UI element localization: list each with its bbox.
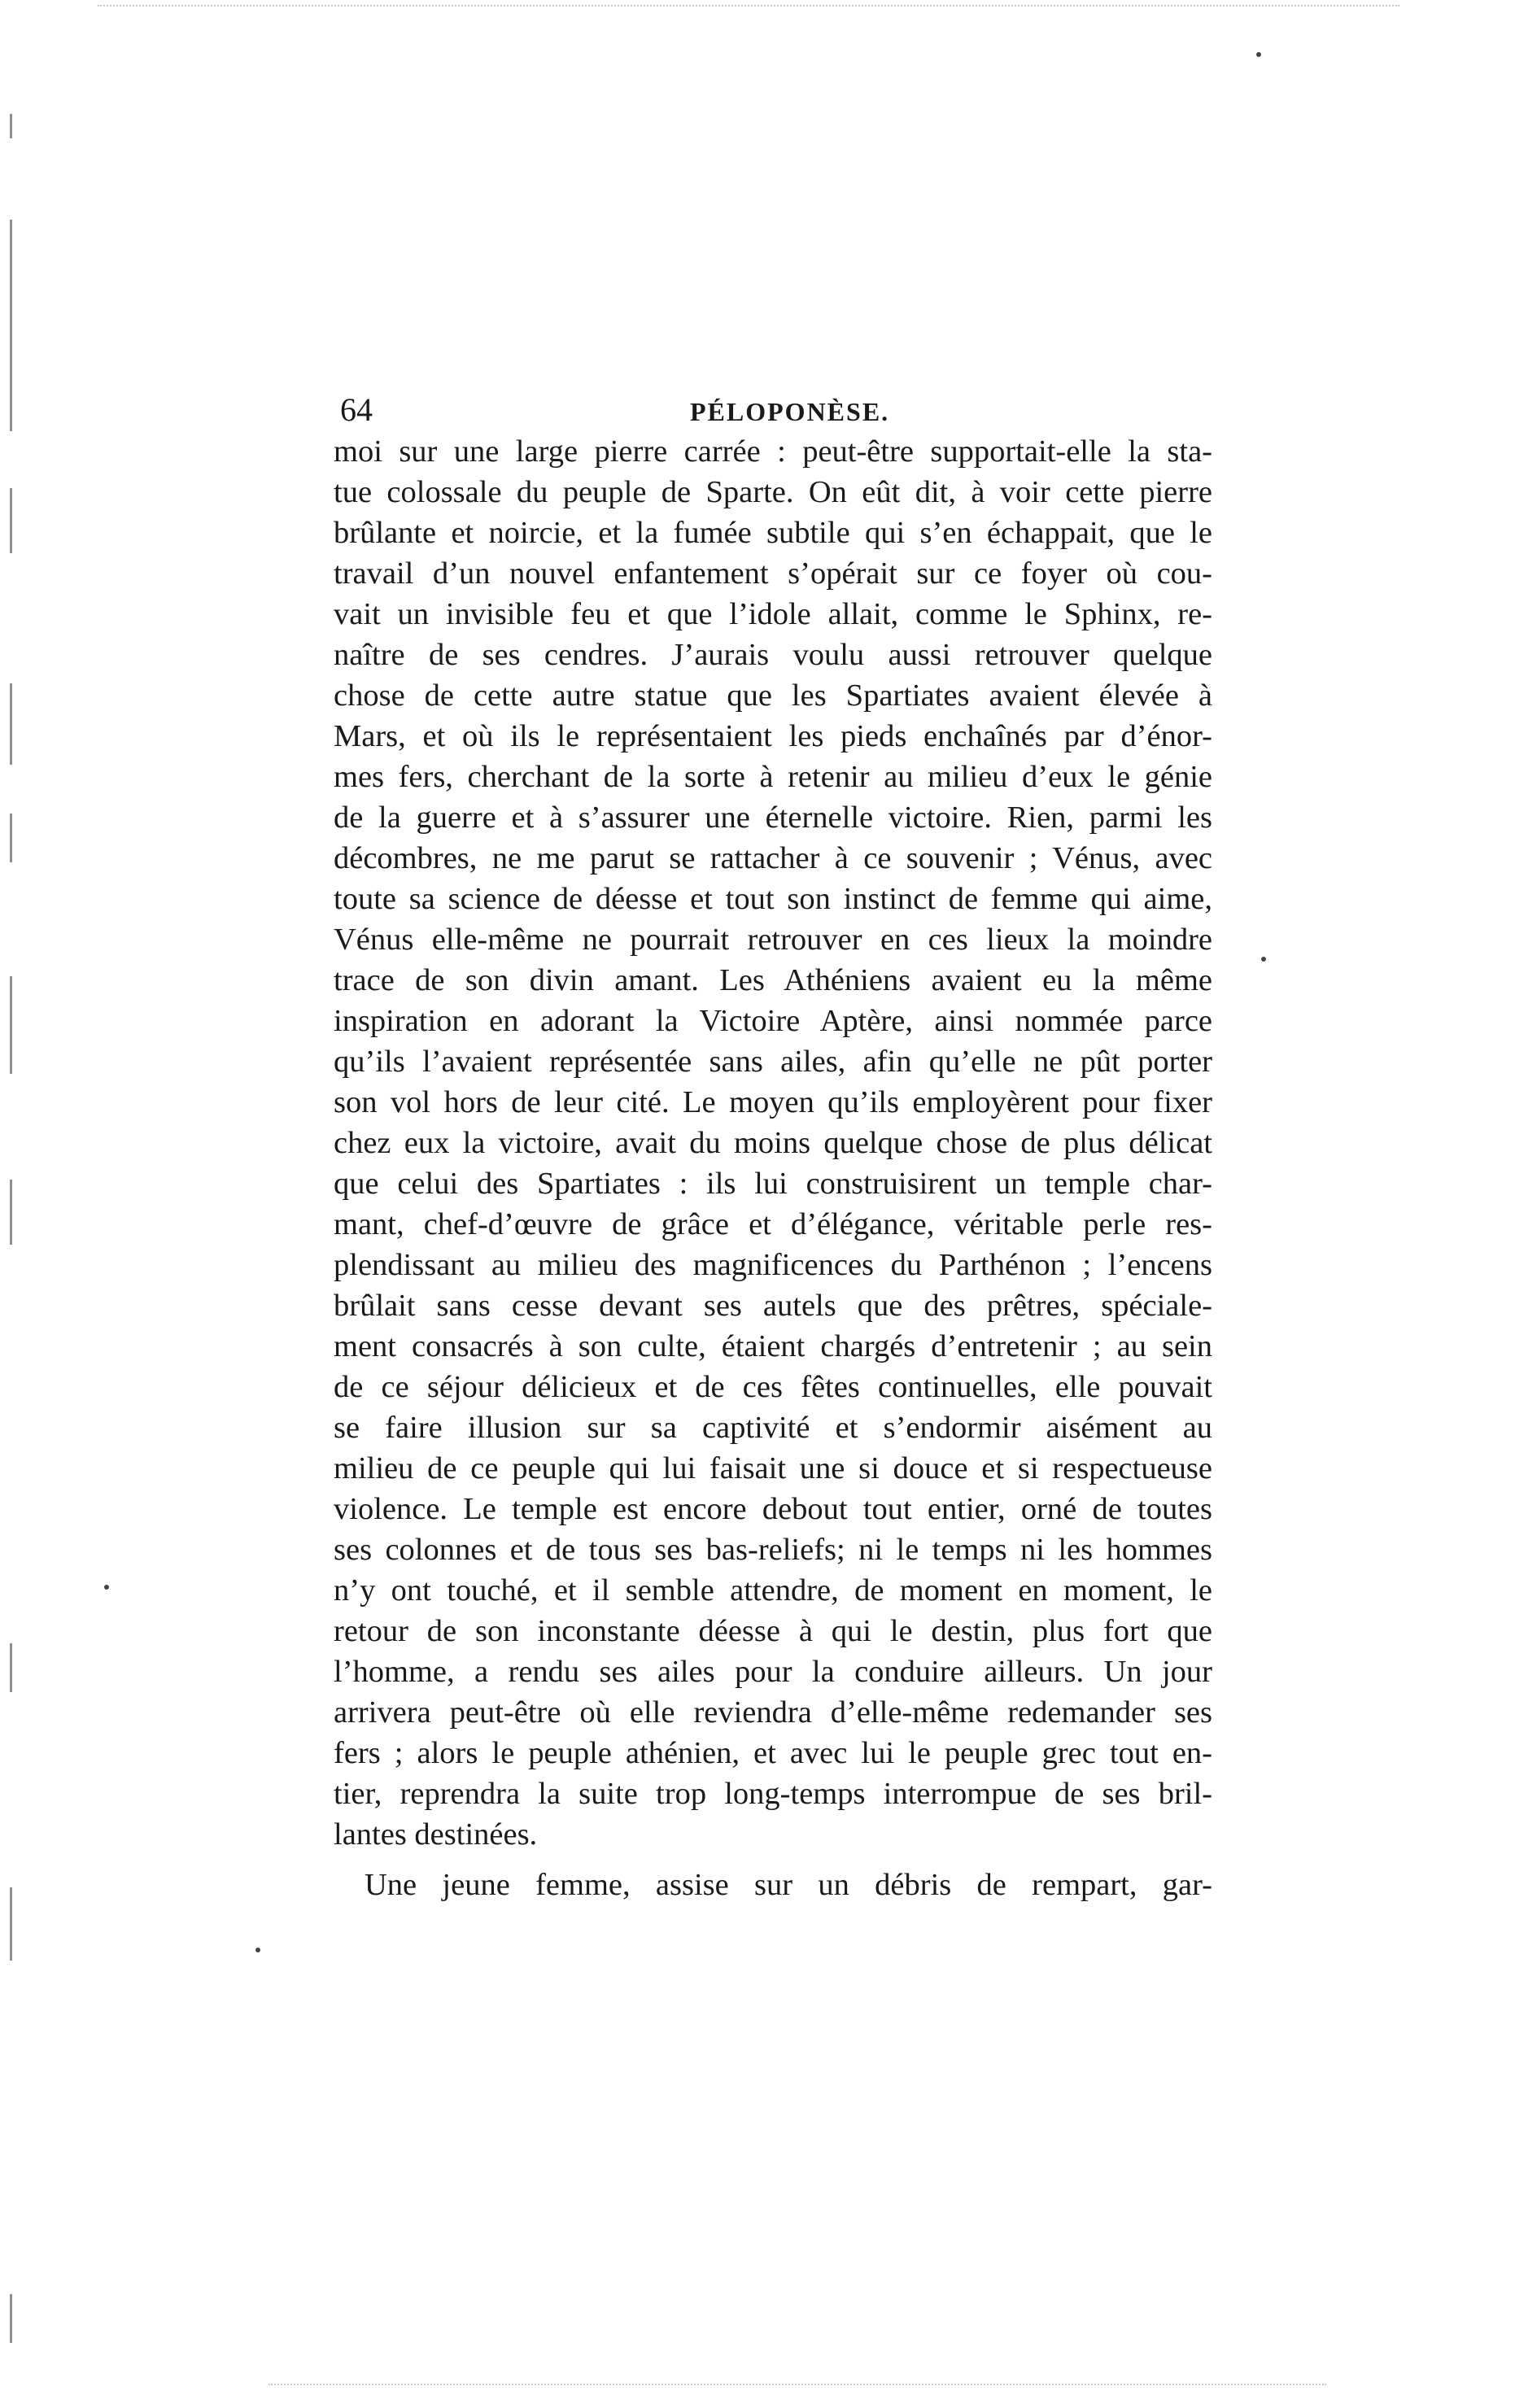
text-line: qu’ils l’avaient représentée sans ailes, afin qu’elle ne pût porter — [334, 1045, 1212, 1079]
scan-edge-bottom — [269, 2384, 1326, 2387]
text-line: mes fers, cherchant de la sorte à retenir au milieu d’eux le génie — [334, 760, 1212, 794]
running-title: PÉLOPONÈSE. — [690, 397, 890, 426]
text-line: ment consacrés à son culte, étaient chargés d’entretenir ; au sein — [334, 1329, 1212, 1363]
text-line: Une jeune femme, assise sur un débris de rempart, gar- — [365, 1868, 1212, 1902]
text-line: mant, chef-d’œuvre de grâce et d’élégance, véritable perle res- — [334, 1207, 1212, 1241]
text-line: violence. Le temple est encore debout tout entier, orné de toutes — [334, 1492, 1212, 1526]
text-line: n’y ont touché, et il semble attendre, de moment en moment, le — [334, 1573, 1212, 1608]
text-line: toute sa science de déesse et tout son instinct de femme qui aime, — [334, 882, 1212, 916]
speck-mark — [255, 1948, 260, 1952]
text-line: tier, reprendra la suite trop long-temps interrompue de ses bril- — [334, 1777, 1212, 1811]
text-line: Mars, et où ils le représentaient les pieds enchaînés par d’énor- — [334, 719, 1212, 753]
body-text — [334, 431, 1212, 1905]
text-line: de la guerre et à s’assurer une éternelle victoire. Rien, parmi les — [334, 800, 1212, 835]
scan-edge-top — [98, 5, 1399, 8]
text-line: l’homme, a rendu ses ailes pour la conduire ailleurs. Un jour — [334, 1655, 1212, 1689]
text-line: chez eux la victoire, avait du moins quelque chose de plus délicat — [334, 1126, 1212, 1160]
text-line: brûlante et noircie, et la fumée subtile qui s’en échappait, que le — [334, 516, 1212, 550]
text-line: chose de cette autre statue que les Spartiates avaient élevée à — [334, 678, 1212, 713]
text-line: décombres, ne me parut se rattacher à ce souvenir ; Vénus, avec — [334, 841, 1212, 875]
text-line: que celui des Spartiates : ils lui construisirent un temple char- — [334, 1167, 1212, 1201]
text-line: arrivera peut-être où elle reviendra d’elle-même redemander ses — [334, 1695, 1212, 1730]
speck-mark — [1261, 957, 1266, 962]
text-line: son vol hors de leur cité. Le moyen qu’ils employèrent pour fixer — [334, 1085, 1212, 1119]
text-line: moi sur une large pierre carrée : peut-être supportait-elle la sta- — [334, 434, 1212, 469]
text-line: naître de ses cendres. J’aurais voulu aussi retrouver quelque — [334, 638, 1212, 672]
text-line: brûlait sans cesse devant ses autels que des prêtres, spéciale- — [334, 1289, 1212, 1323]
text-line: fers ; alors le peuple athénien, et avec lui le peuple grec tout en- — [334, 1736, 1212, 1770]
text-line: trace de son divin amant. Les Athéniens avaient eu la même — [334, 963, 1212, 997]
text-line: inspiration en adorant la Victoire Aptère, ainsi nommée parce — [334, 1004, 1212, 1038]
text-line: travail d’un nouvel enfantement s’opérait sur ce foyer où cou- — [334, 556, 1212, 591]
text-line: milieu de ce peuple qui lui faisait une si douce et si respectueuse — [334, 1451, 1212, 1485]
text-line: tue colossale du peuple de Sparte. On eût dit, à voir cette pierre — [334, 475, 1212, 509]
text-line: ses colonnes et de tous ses bas-reliefs; ni le temps ni les hommes — [334, 1533, 1212, 1567]
page-header — [340, 387, 1235, 433]
text-line: de ce séjour délicieux et de ces fêtes continuelles, elle pouvait — [334, 1370, 1212, 1404]
text-line: Vénus elle-même ne pourrait retrouver en ces lieux la moindre — [334, 923, 1212, 957]
text-line: plendissant au milieu des magnificences du Parthénon ; l’encens — [334, 1248, 1212, 1282]
paragraph-1 — [334, 431, 1212, 1855]
speck-mark — [1256, 52, 1261, 57]
text-line: se faire illusion sur sa captivité et s’endormir aisément au — [334, 1411, 1212, 1445]
scan-edge-left — [10, 98, 15, 2359]
page-number: 64 — [340, 391, 373, 428]
text-line: lantes destinées. — [334, 1817, 538, 1852]
text-line: retour de son inconstante déesse à qui le destin, plus fort que — [334, 1614, 1212, 1648]
speck-mark — [104, 1585, 109, 1590]
text-line: vait un invisible feu et que l’idole allait, comme le Sphinx, re- — [334, 597, 1212, 631]
paragraph-2 — [334, 1865, 1212, 1905]
